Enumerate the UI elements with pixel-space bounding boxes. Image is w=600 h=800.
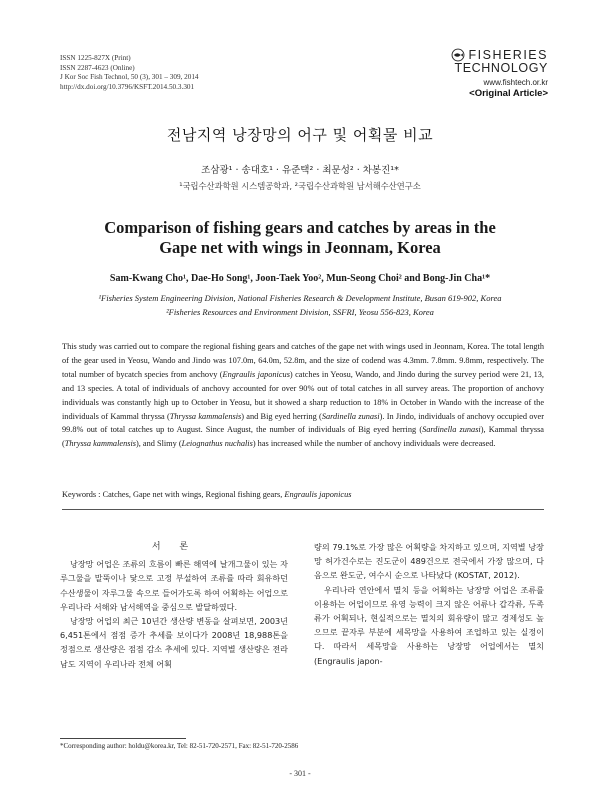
abstract-segment: ) catches in Yeosu, Wando, and Jindo during the survey period were 21, 13, and 13 species. A total of individuals of anchovy accounted for over 90% out of total catches in all survey areas. The proportion of anchovy individuals was constantly high up to October in Yeosu, but it showed a sharp reduction to 18% in October in Wando with the increase of the individuals of Kammal thryssa ( <box>62 369 544 421</box>
logo-text-technology: TECHNOLOGY <box>454 61 548 75</box>
issn-online: ISSN 2287-4623 (Online) <box>60 63 135 72</box>
keywords <box>62 490 544 499</box>
species-name: Thryssa kammalensis <box>64 439 136 449</box>
korean-title: 전남지역 낭장망의 어구 및 어획물 비교 <box>166 126 434 144</box>
corresponding-author-footnote: *Corresponding author: holdu@korea.kr, Tel: 82-51-720-2571, Fax: 82-51-720-2586 <box>60 742 299 750</box>
footnote-rule <box>60 738 186 739</box>
species-name: Sardinella zunasi <box>321 411 380 421</box>
english-affiliations <box>40 291 560 319</box>
abstract-segment: ), and Slimy ( <box>135 439 182 449</box>
affiliation-1: ¹Fisheries System Engineering Division, National Fisheries Research & Development Institute, Busan 619-902, Korea <box>98 293 502 303</box>
body-column-left <box>60 540 288 671</box>
abstract-text <box>62 340 544 451</box>
species-name: Thryssa kammalensis <box>169 411 242 421</box>
species-name: Leiognathus nuchalis <box>181 439 253 449</box>
section-divider <box>62 509 544 510</box>
affiliation-2: ²Fisheries Resources and Environment Division, SSFRI, Yeosu 556-823, Korea <box>166 307 434 317</box>
english-title-line1: Comparison of fishing gears and catches by areas in the <box>104 218 496 237</box>
species-name: Sardinella zunasi <box>422 425 481 435</box>
journal-citation: J Kor Soc Fish Technol, 50 (3), 301 – 309, 2014 <box>60 73 199 82</box>
paragraph: 량의 79.1%로 가장 많은 어획량을 차지하고 있으며, 지역별 낭장망 허가건수로는 진도군이 489건으로 전국에서 가장 많으며, 다음으로 완도군, 여수시 순으로 나타났다 (KOSTAT, 2012). <box>314 542 544 581</box>
abstract-segment: ) and Big eyed herring ( <box>241 411 322 421</box>
journal-metadata <box>60 54 199 92</box>
paragraph: 우리나라 연안에서 멸치 등을 어획하는 낭장망 어업은 조류를 이용하는 어업이므로 유영 능력이 크지 않은 어류나 갑각류, 두족류가 어획되나, 현실적으로는 멸치의 회유량이 많고 경제성도 높으므로 끝자루 부분에 세목망을 사용하여 조업하고 있는 실정이다. 따라서 세목망을 사용하는 낭장망 어업에서는 멸치 (Engraulis japon- <box>314 584 544 666</box>
paragraph: 낭장망 어업의 최근 10년간 생산량 변동을 살펴보면, 2003년 6,451톤에서 점점 증가 추세를 보이다가 2008년 18,988톤을 정점으로 생산량은 점점 감소 추세에 있다. 지역별 생산량은 전라남도 지역이 우리나라 전체 어획 <box>60 616 288 669</box>
english-title <box>40 218 560 258</box>
species-name: Engraulis japonicus <box>222 369 290 379</box>
keywords-label: Keywords : <box>62 490 103 499</box>
abstract-segment: ). In Jindo, individuals of anchovy occupied over 99.8% out of total catches up to August. Since August, the number of individuals of Big eyed herring ( <box>62 411 545 435</box>
keywords-text: Catches, Gape net with wings, Regional fishing gears, <box>102 490 285 499</box>
english-title-line2: Gape net with wings in Jeonnam, Korea <box>159 238 441 257</box>
fish-logo-icon <box>451 48 465 62</box>
korean-authors: 조삼광¹ · 송대호¹ · 유준택² · 최문성² · 차봉진¹* <box>201 165 399 176</box>
logo-text-fisheries: FISHERIES <box>468 47 548 62</box>
article-type: <Original Article> <box>469 88 548 99</box>
english-authors: Sam-Kwang Cho¹, Dae-Ho Song¹, Joon-Taek Yoo², Mun-Seong Choi² and Bong-Jin Cha¹* <box>109 273 491 284</box>
keywords-italic: Engraulis japonicus <box>284 490 352 499</box>
logo-mark <box>430 48 548 62</box>
paragraph: 낭장망 어업은 조류의 흐름이 빠른 해역에 날개그물이 있는 자루그물을 말뚝이나 닻으로 고정 부설하여 조류를 따라 회유하던 수산생물이 자루그물 속으로 들어가도록 하여 어획하는 어업으로 우리나라 서해와 남서해역을 중심으로 발달하였다. <box>60 559 288 612</box>
issn-print: ISSN 1225-827X (Print) <box>60 54 131 62</box>
section-heading-introduction: 서 론 <box>151 542 197 552</box>
abstract-segment: This study was carried out to compare the regional fishing gears and catches of the gape net with wings used in Jeonnam, Korea. The total length of the gear used in Yeosu, Wando and Jindo was 107.0m, 64.0m, 52.8m, and the size of codend was 4.3mm. 7.8mm. 9.8mm, respectively. The total number of bycatch species from anchovy ( <box>62 342 544 379</box>
abstract <box>62 340 544 451</box>
journal-url[interactable]: www.fishtech.or.kr <box>483 78 548 87</box>
doi-link[interactable]: http://dx.doi.org/10.3796/KSFT.2014.50.3.301 <box>60 82 195 91</box>
journal-logo <box>430 48 548 99</box>
korean-affiliations: ¹국립수산과학원 시스템공학과, ²국립수산과학원 남서해수산연구소 <box>179 181 421 191</box>
page-number: - 301 - <box>289 769 311 778</box>
abstract-segment: ), Kammal thryssa ( <box>62 425 544 449</box>
body-column-right <box>314 540 544 668</box>
abstract-segment: ) has increased while the number of anchovy individuals were decreased. <box>252 439 496 449</box>
